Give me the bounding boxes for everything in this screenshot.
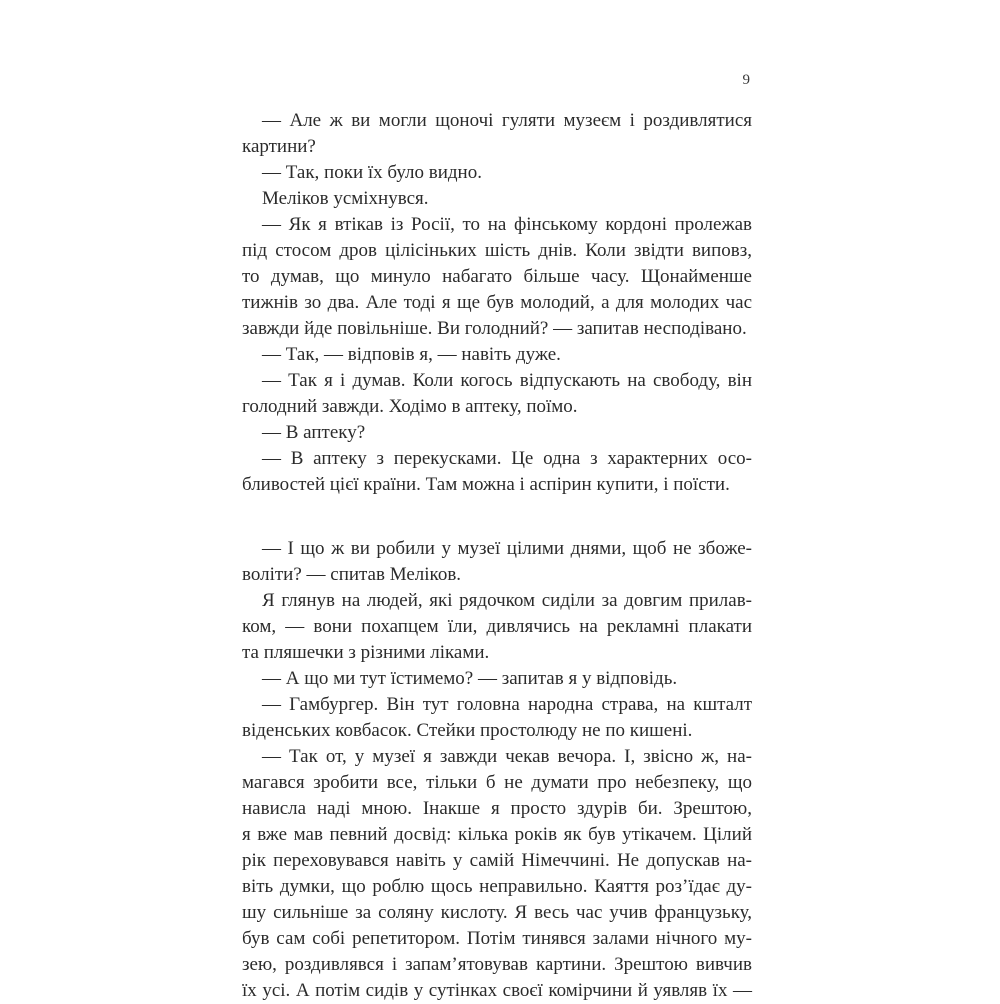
text-line: — В аптеку?: [262, 422, 366, 443]
text-line: їх усі. А потім сидів у сутінках своєї комірчини й уявляв їх —: [242, 980, 752, 1001]
paragraph: [242, 186, 752, 212]
text-line: віть думки, що роблю щось неправильно. Каяття роз’їдає ду-: [242, 876, 752, 897]
text-line: магався зробити все, тільки б не думати про небезпеку, що: [242, 772, 752, 793]
paragraph: [242, 446, 752, 498]
paragraph: [242, 692, 752, 744]
section-break: [242, 498, 752, 536]
text-line: був сам собі репетитором. Потім тинявся залами нічного му-: [242, 928, 752, 949]
text-line: — А що ми тут їстимемо? — запитав я у відповідь.: [262, 668, 678, 689]
paragraph: [242, 368, 752, 420]
text-line: картини?: [242, 136, 316, 157]
paragraph: [242, 342, 752, 368]
book-text: [242, 108, 752, 1004]
text-line: — Так я і думав. Коли когось відпускають на свободу, він: [262, 370, 752, 391]
text-line: — Так, — відповів я, — навіть дуже.: [262, 344, 561, 365]
text-line: під стосом дров цілісіньких шість днів. Коли звідти виповз,: [242, 240, 752, 261]
text-line: голодний завжди. Ходімо в аптеку, поїмо.: [242, 396, 578, 417]
text-line: тижнів зо два. Але тоді я ще був молодий, а для молодих час: [242, 292, 752, 313]
paragraph: [242, 536, 752, 588]
text-line: та пляшечки з різними ліками.: [242, 642, 490, 663]
text-line: рік переховувався навіть у самій Німеччині. Не допускав на-: [242, 850, 752, 871]
text-line: віденських ковбасок. Стейки простолюду не по кишені.: [242, 720, 693, 741]
text-line: — Так от, у музеї я завжди чекав вечора. І, звісно ж, на-: [262, 746, 752, 767]
text-line: Меліков усміхнувся.: [262, 188, 429, 209]
text-line: — В аптеку з перекусками. Це одна з характерних осо-: [262, 448, 752, 469]
text-line: шу сильніше за соляну кислоту. Я весь час учив французьку,: [242, 902, 752, 923]
paragraph: [242, 588, 752, 666]
text-line: ком, — вони похапцем їли, дивлячись на рекламні плакати: [242, 616, 752, 637]
text-line: то думав, що минуло набагато більше часу. Щонайменше: [242, 266, 752, 287]
text-line: — Як я втікав із Росії, то на фінському кордоні пролежав: [262, 214, 752, 235]
paragraph: [242, 744, 752, 1004]
text-line: я вже мав певний досвід: кілька років як був утікачем. Цілий: [242, 824, 752, 845]
text-line: завжди йде повільніше. Ви голодний? — запитав несподівано.: [242, 318, 747, 339]
paragraph: [242, 108, 752, 160]
text-line: Я глянув на людей, які рядочком сиділи за довгим прилав-: [262, 590, 752, 611]
page-number: 9: [742, 72, 750, 88]
text-line: зею, роздивлявся і запам’ятовував картини. Зрештою вивчив: [242, 954, 752, 975]
paragraph: [242, 420, 752, 446]
paragraph: [242, 666, 752, 692]
text-line: бливостей цієї країни. Там можна і аспірин купити, і поїсти.: [242, 474, 730, 495]
paragraph: [242, 160, 752, 186]
text-line: — Гамбургер. Він тут головна народна страва, на кшталт: [262, 694, 752, 715]
paragraph: [242, 212, 752, 342]
text-line: — Але ж ви могли щоночі гуляти музеєм і роздивлятися: [262, 110, 752, 131]
text-line: нависла наді мною. Інакше я просто здурів би. Зрештою,: [242, 798, 752, 819]
text-line: — І що ж ви робили у музеї цілими днями, щоб не збоже-: [262, 538, 752, 559]
text-line: воліти? — спитав Меліков.: [242, 564, 462, 585]
text-line: — Так, поки їх було видно.: [262, 162, 482, 183]
